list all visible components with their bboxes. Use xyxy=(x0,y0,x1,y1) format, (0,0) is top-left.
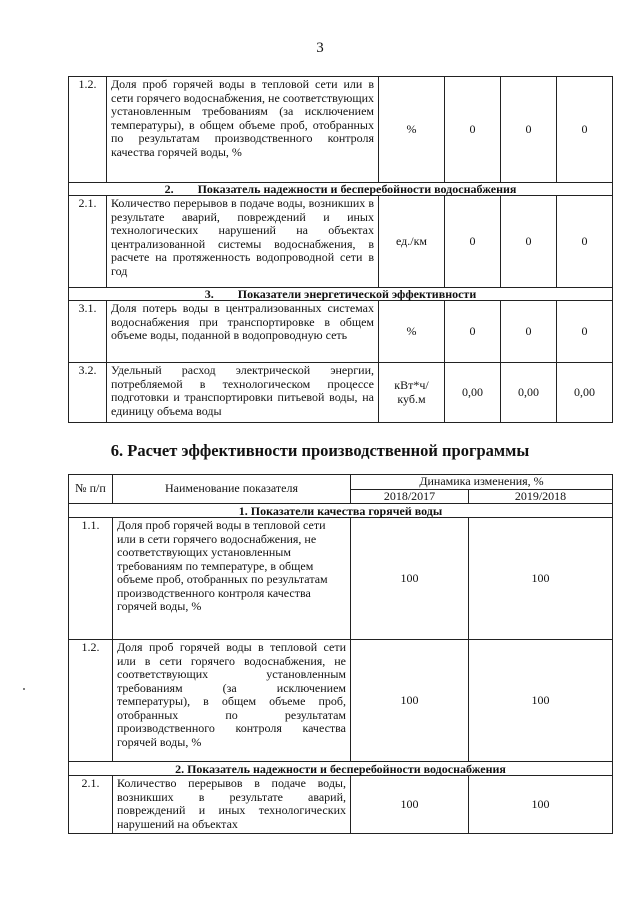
value-cell: 0 xyxy=(445,301,501,363)
value-cell: 0 xyxy=(557,77,613,183)
unit-cell: % xyxy=(379,77,445,183)
scan-speck xyxy=(23,688,25,690)
row-number: 2.1. xyxy=(69,776,113,834)
indicator-name: Количество перерывов в подаче воды, возникших в результате аварий, повреждений и иных технологических нарушений на объектах xyxy=(113,776,351,834)
row-number: 1.1. xyxy=(69,518,113,640)
indicator-name: Количество перерывов в подаче воды, возникших в результате аварий, повреждений и иных технологических нарушений на объектах централизованной системы водоснабжения, в расчете на протяженность водопроводной сети в год xyxy=(107,196,379,288)
header-name: Наименование показателя xyxy=(113,475,351,504)
indicators-table xyxy=(68,76,613,423)
table-row xyxy=(69,77,613,183)
value-cell: 0 xyxy=(557,196,613,288)
row-number: 2.1. xyxy=(69,196,107,288)
efficiency-table xyxy=(68,474,613,834)
table-row xyxy=(69,301,613,363)
value-cell: 100 xyxy=(469,640,613,762)
value-cell: 0 xyxy=(501,77,557,183)
section-heading: 6. Расчет эффективности производственной программы xyxy=(110,441,530,460)
section-title: 2. Показатель надежности и бесперебойности водоснабжения xyxy=(69,183,613,196)
section-row xyxy=(69,762,613,776)
header-row xyxy=(69,475,613,490)
value-cell: 0 xyxy=(557,301,613,363)
value-cell: 0 xyxy=(445,77,501,183)
indicator-name: Удельный расход электрической энергии, потребляемой в технологическом процессе подготовки и транспортировки питьевой воды, на единицу объема воды xyxy=(107,363,379,423)
header-year-2: 2019/2018 xyxy=(469,489,613,504)
indicator-name: Доля проб горячей воды в тепловой сети или в сети горячего водоснабжения, не соответствующих установленным требованиям (за исключением температуры), в общем объеме проб, отобранных по результатам производственного контроля качества горячей воды, % xyxy=(107,77,379,183)
row-number: 1.2. xyxy=(69,640,113,762)
value-cell: 100 xyxy=(469,776,613,834)
value-cell: 100 xyxy=(351,640,469,762)
section-title: 3. Показатели энергетической эффективности xyxy=(69,288,613,301)
header-dynamics: Динамика изменения, % xyxy=(351,475,613,490)
section-row xyxy=(69,183,613,196)
value-cell: 100 xyxy=(351,518,469,640)
value-cell: 100 xyxy=(469,518,613,640)
value-cell: 0 xyxy=(501,196,557,288)
unit-cell: кВт*ч/ куб.м xyxy=(379,363,445,423)
table-row xyxy=(69,196,613,288)
section-row xyxy=(69,504,613,518)
section-title: 1. Показатели качества горячей воды xyxy=(69,504,613,518)
table-row xyxy=(69,518,613,640)
value-cell: 0,00 xyxy=(501,363,557,423)
row-number: 3.2. xyxy=(69,363,107,423)
section-title: 2. Показатель надежности и бесперебойности водоснабжения xyxy=(69,762,613,776)
unit-cell: % xyxy=(379,301,445,363)
page-number: 3 xyxy=(316,40,324,56)
header-year-1: 2018/2017 xyxy=(351,489,469,504)
header-number: № п/п xyxy=(69,475,113,504)
unit-cell: ед./км xyxy=(379,196,445,288)
row-number: 1.2. xyxy=(69,77,107,183)
table-row xyxy=(69,363,613,423)
indicator-name: Доля потерь воды в централизованных системах водоснабжения при транспортировке в общем объеме воды, поданной в водопроводную сеть xyxy=(107,301,379,363)
table-row xyxy=(69,776,613,834)
value-cell: 0,00 xyxy=(445,363,501,423)
value-cell: 0,00 xyxy=(557,363,613,423)
table-row xyxy=(69,640,613,762)
section-row xyxy=(69,288,613,301)
indicator-name: Доля проб горячей воды в тепловой сети или в сети горячего водоснабжения, не соответствующих установленным требованиям (за исключением температуры), в общем объеме проб, отобранных по результатам производственного контроля качества горячей воды, % xyxy=(113,640,351,762)
row-number: 3.1. xyxy=(69,301,107,363)
value-cell: 100 xyxy=(351,776,469,834)
value-cell: 0 xyxy=(445,196,501,288)
value-cell: 0 xyxy=(501,301,557,363)
indicator-name: Доля проб горячей воды в тепловой сети или в сети горячего водоснабжения, не соответствующих установленным требованиям по температуре, в общем объеме проб, отобранных по результатам производственного контроля качества горячей воды, % xyxy=(113,518,351,640)
